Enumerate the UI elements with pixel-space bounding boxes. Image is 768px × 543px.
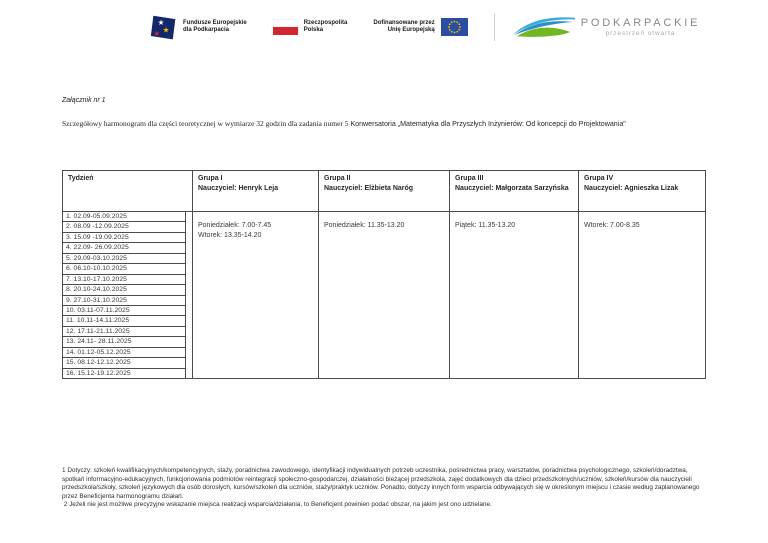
schedule-table: [62, 170, 706, 379]
week-row: 14. 01.12-05.12.2025: [63, 348, 185, 358]
week-row: 12. 17.11-21.11.2025: [63, 327, 185, 337]
footnotes: [62, 467, 708, 510]
column-title: Grupa I: [198, 175, 223, 182]
week-row: 16. 15.12-19.12.2025: [66, 369, 131, 377]
column-teacher: Nauczyciel: Agnieszka Lizak: [584, 184, 679, 192]
svg-text:★: ★: [162, 25, 170, 35]
svg-text:★: ★: [153, 28, 161, 38]
week-row: 9. 27.10-31.10.2025: [63, 296, 185, 306]
intro-paragraph: [62, 119, 752, 129]
column-title: Grupa II: [324, 175, 351, 182]
week-row: 7. 13.10-17.10.2025: [63, 275, 185, 285]
week-row: 13. 24.11- 28.11.2025: [63, 337, 185, 347]
eu-label-line1: Dofinansowane przez: [373, 19, 435, 26]
column-teacher: Nauczyciel: Elżbieta Naróg: [324, 184, 414, 192]
schedule-line: Poniedziałek: 11.35-13.20: [324, 222, 405, 229]
column-title: Grupa III: [455, 175, 484, 182]
column-title: Grupa IV: [584, 175, 614, 182]
week-row: 11. 10.11-14.11.2025: [63, 316, 185, 326]
header-logos: [150, 10, 700, 44]
eu-label-line2: Unię Europejską: [387, 27, 435, 33]
week-row: 3. 15.09 -19.09.2025: [63, 233, 185, 243]
podkarpackie-tagline: przestrzeń otwarta: [605, 30, 676, 37]
fundusze-europejskie-label: [183, 20, 247, 35]
column-teacher: Nauczyciel: Henryk Leja: [198, 184, 279, 192]
weeks-list: [63, 212, 186, 378]
week-row: 4. 22.09- 26.09.2025: [63, 243, 185, 253]
week-row: 5. 29.09-03.10.2025: [63, 254, 185, 264]
eu-flag-icon: [441, 18, 468, 36]
schedule-cell-grupa-2: [319, 212, 450, 378]
schedule-cell-grupa-1: [193, 212, 319, 378]
footnote-1: 1 Dotyczy: szkoleń kwalifikacyjnych/kompetencyjnych, staży, poradnictwa zawodowego, identyfikacji indywidualnych potrzeb uczestnika, pośrednictwa pracy, warsztatów, poradnictwa psychologicznego, szkoleń/doradztwa, spotkań informacyjno-edukacyjnych, funkcjonowania podmiotów reintegracji społeczno-gospodarczej, działalności bieżącej przedszkola, zajęć dodatkowych dla dzieci przedszkolnych/uczniów, szkoleń/kursów dla nauczycieli przedszkola/szkoły, szkoleń językowych dla osób dorosłych, kursów/szkoleń dla uczniów, staży/praktyk uczniów. Ponadto, dotyczy innych form wsparcia odbywających się w określonym miejscu i czasie według zaplanowanego przez Beneficjenta harmonogramu działań.: [62, 467, 702, 500]
fundusze-europejskie-icon: [150, 14, 177, 41]
table-header-row: [63, 171, 705, 212]
podkarpackie-label: [581, 17, 701, 37]
logo-divider: [494, 14, 495, 41]
intro-text-serif: Szczegółowy harmonogram dla części teoretycznej w wymiarze 32 godzin dla zadania numer 5: [62, 119, 351, 128]
attachment-label: Załącznik nr 1: [62, 97, 106, 104]
schedule-cell-grupa-4: [579, 212, 705, 378]
week-row: 1. 02.09-05.09.2025: [63, 212, 185, 222]
pl-label-line2: Polska: [303, 27, 324, 33]
rzeczpospolita-label: [304, 20, 348, 35]
podkarpackie-name: PODKARPACKIE: [580, 17, 701, 29]
schedule-cell-grupa-3: [450, 212, 579, 378]
schedule-line: Piątek: 11.35-13.20: [455, 222, 516, 229]
schedule-line: Poniedziałek: 7.00-7.45: [198, 222, 272, 229]
week-row: 10. 03.11-07.11.2025: [63, 306, 185, 316]
header-cell-grupa-2: [319, 171, 450, 211]
logo-rzeczpospolita-polska: [273, 19, 348, 35]
footnote-2: 2 Jeżeli nie jest możliwe precyzyjne wskazanie miejsca realizacji wsparcia/działania, to Beneficjent powinien podać obszar, na jakim jest ono udzielane.: [62, 501, 492, 509]
week-row: 8. 20.10-24.10.2025: [63, 285, 185, 295]
fe-label-line1: Fundusze Europejskie: [183, 19, 247, 26]
logo-unia-europejska: [373, 18, 467, 36]
pl-label-line1: Rzeczpospolita: [303, 19, 348, 26]
eu-funding-label: [373, 20, 434, 35]
fe-label-line2: dla Podkarpacia: [183, 27, 230, 33]
schedule-line: Wtorek: 7.00-8.35: [584, 222, 640, 229]
week-row: 6. 06.10-10.10.2025: [63, 264, 185, 274]
column-teacher: Nauczyciel: Małgorzata Sarzyńska: [455, 184, 569, 192]
header-cell-grupa-4: [579, 171, 705, 211]
header-cell-grupa-3: [450, 171, 579, 211]
logo-podkarpackie: [513, 14, 701, 40]
logo-fundusze-europejskie: [150, 14, 247, 41]
week-row: 2. 08.09 -12.09.2025: [63, 222, 185, 232]
header-cell-tydzien: [63, 171, 193, 211]
header-cell-grupa-1: [193, 171, 319, 211]
schedule-line: Wtorek: 13.35-14.20: [198, 232, 262, 239]
week-row: 15. 08.12-12.12.2025: [63, 358, 185, 368]
table-body-row: [63, 212, 705, 378]
podkarpackie-swoosh-icon: [513, 14, 575, 40]
column-title: Tydzień: [68, 175, 94, 182]
intro-text-sans: Konwersatoria „Matematyka dla Przyszłych Inżynierów: Od koncepcji do Projektowania": [350, 120, 626, 128]
weeks-cell: [63, 212, 193, 378]
svg-text:★: ★: [157, 17, 165, 27]
poland-flag-icon: [273, 19, 298, 35]
